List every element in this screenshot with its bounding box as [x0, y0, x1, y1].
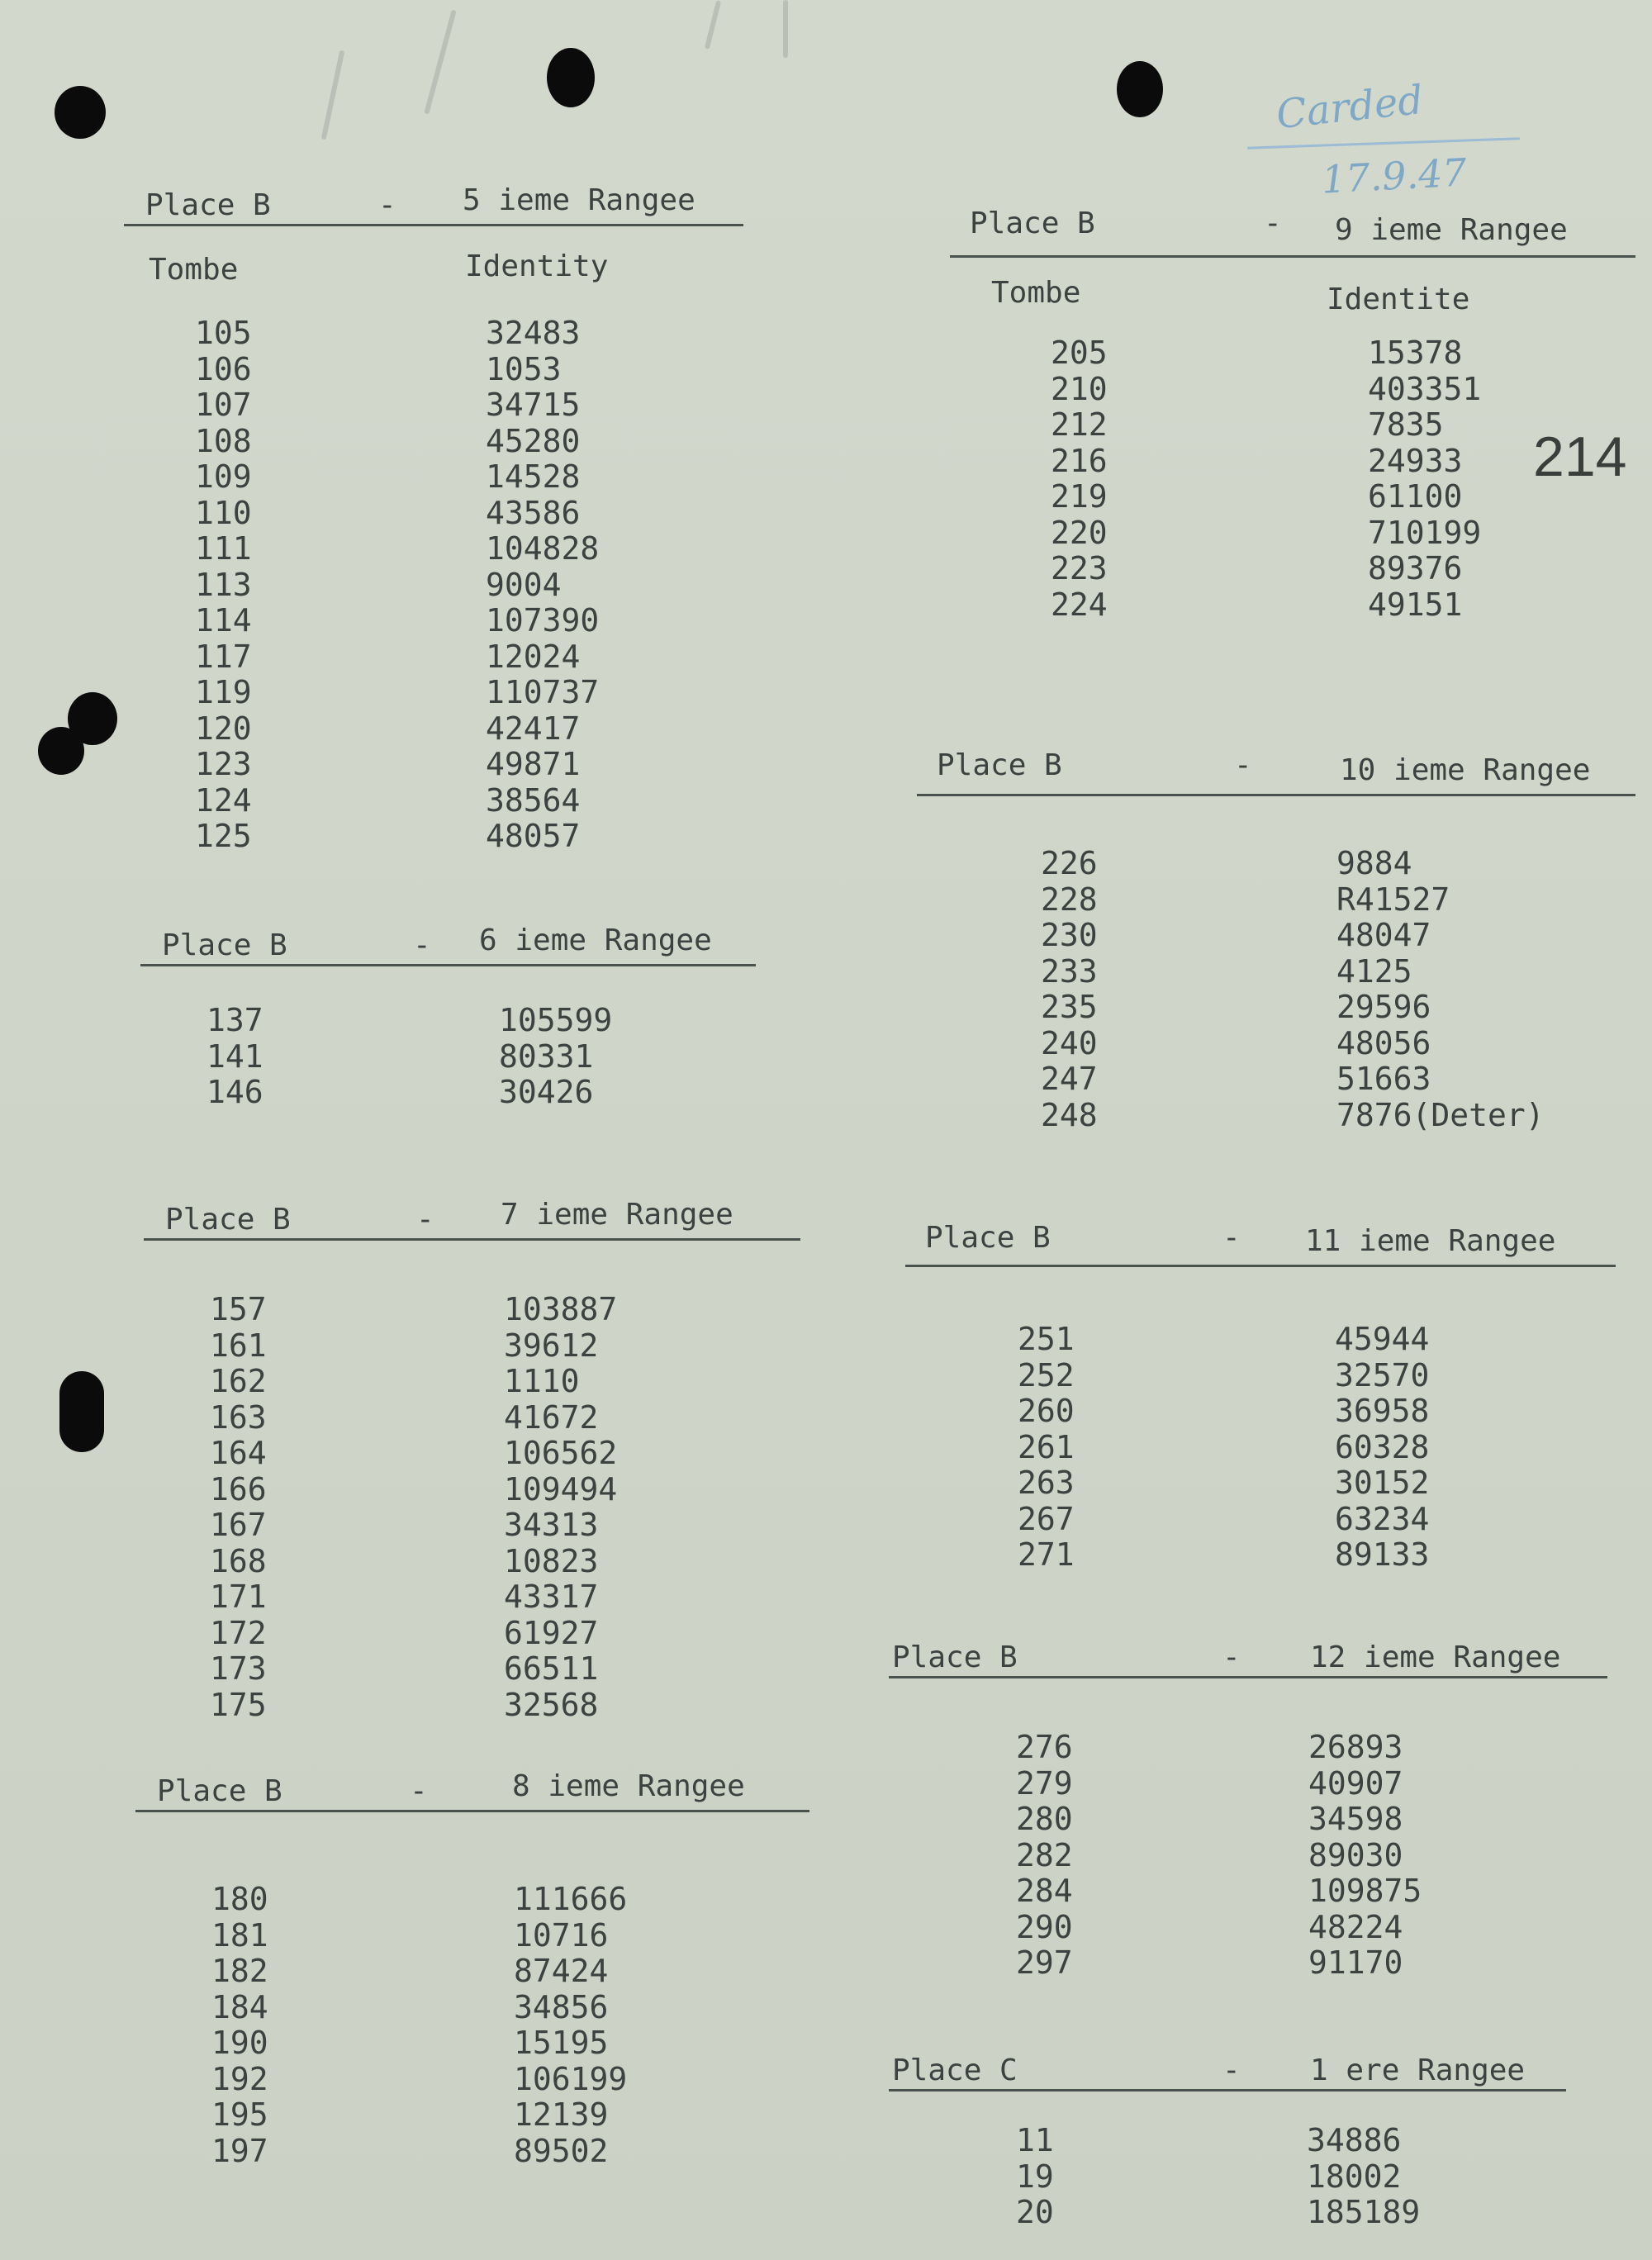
tombe-number: 220	[1051, 514, 1108, 551]
tombe-number: 123	[195, 746, 252, 782]
tombe-number: 125	[195, 818, 252, 854]
identity-number: 26893	[1308, 1729, 1403, 1765]
tombe-number: 235	[1041, 989, 1098, 1025]
tombe-number: 166	[210, 1470, 267, 1507]
table-row	[905, 1537, 1616, 1574]
identity-number: 34715	[486, 387, 581, 423]
identity-number: 111666	[514, 1881, 628, 1917]
tombe-number: 117	[195, 638, 252, 675]
tombe-number: 248	[1041, 1096, 1098, 1133]
table-row	[144, 1364, 800, 1400]
table-row	[140, 1003, 756, 1039]
table-row	[140, 1039, 756, 1075]
identity-number: 106562	[504, 1435, 618, 1471]
table-row	[144, 1292, 800, 1328]
table-row	[917, 990, 1635, 1026]
tombe-number: 173	[210, 1650, 267, 1687]
identity-number: 80331	[499, 1037, 594, 1075]
table-row	[135, 1990, 809, 2026]
rangee-label: 9 ieme Rangee	[1335, 213, 1568, 247]
tombe-number: 172	[210, 1614, 267, 1651]
table-row	[950, 587, 1635, 624]
identity-number: 45944	[1335, 1321, 1430, 1357]
column-headers	[950, 246, 1635, 319]
tombe-number: 168	[210, 1542, 267, 1579]
identity-number: 1053	[486, 350, 562, 387]
identity-number: 48047	[1336, 917, 1431, 953]
identity-number: 30152	[1335, 1465, 1430, 1501]
identity-number: 48057	[486, 818, 581, 854]
rangee-label: 8 ieme Rangee	[512, 1769, 745, 1803]
tombe-number: 280	[1016, 1801, 1073, 1837]
identity-number: 110737	[486, 674, 600, 710]
tombe-number: 175	[210, 1686, 267, 1723]
identity-number: 403351	[1368, 370, 1482, 407]
table-row	[950, 335, 1635, 372]
tombe-number: 284	[1016, 1873, 1073, 1909]
dash-separator: -	[1264, 207, 1282, 240]
table-row	[144, 1544, 800, 1580]
table-row	[124, 639, 743, 676]
section-header	[140, 923, 756, 968]
tombe-number: 119	[195, 674, 252, 710]
identity-number: 106199	[514, 2060, 628, 2097]
identity-number: 61927	[504, 1614, 599, 1651]
identity-number: 10823	[504, 1542, 599, 1579]
grave-list	[140, 1003, 756, 1111]
tombe-number: 226	[1041, 845, 1098, 881]
dash-separator: -	[1222, 1221, 1241, 1255]
identity-number: 9884	[1336, 845, 1412, 881]
table-row	[950, 551, 1635, 587]
tombe-number: 216	[1051, 442, 1108, 479]
punch-hole	[547, 48, 595, 107]
identity-number: 185189	[1307, 2194, 1421, 2230]
table-row	[124, 352, 743, 388]
section-header	[889, 2049, 1566, 2093]
identity-number: 4125	[1336, 952, 1412, 990]
tombe-number: 192	[211, 2060, 268, 2097]
table-row	[917, 1098, 1635, 1134]
tombe-number: 279	[1016, 1764, 1073, 1802]
table-row	[144, 1328, 800, 1365]
col-identity: Identity	[465, 249, 609, 283]
tombe-number: 106	[195, 350, 252, 387]
identity-number: 60328	[1335, 1428, 1430, 1465]
identity-number: 61100	[1368, 478, 1463, 515]
identity-number: 89376	[1368, 550, 1463, 586]
identity-number: 103887	[504, 1291, 618, 1327]
section-place-b-rangee-10	[917, 743, 1635, 1133]
identity-number: 40907	[1308, 1764, 1403, 1802]
identity-number: 43317	[504, 1579, 599, 1615]
place-label: Place C	[892, 2053, 1018, 2087]
table-row	[905, 1465, 1616, 1502]
header-underline	[917, 794, 1635, 796]
table-row	[917, 846, 1635, 882]
tombe-number: 219	[1051, 478, 1108, 515]
table-row	[124, 387, 743, 424]
identity-number: 63234	[1335, 1500, 1430, 1537]
rangee-label: 1 ere Rangee	[1310, 2053, 1526, 2087]
table-row	[905, 1502, 1616, 1538]
tombe-number: 110	[195, 494, 252, 531]
tombe-number: 260	[1018, 1393, 1075, 1429]
table-row	[140, 1075, 756, 1111]
pencil-mark	[705, 0, 721, 50]
identity-number: 710199	[1368, 514, 1482, 551]
identity-number: 49151	[1368, 586, 1463, 623]
identity-number: 1110	[504, 1363, 580, 1399]
identity-number: 15378	[1368, 335, 1463, 371]
table-row	[124, 496, 743, 532]
grave-list	[917, 846, 1635, 1133]
table-row	[124, 567, 743, 604]
identity-number: 45280	[486, 422, 581, 459]
tombe-number: 190	[211, 2025, 268, 2061]
identity-number: 109875	[1308, 1873, 1422, 1909]
identity-number: 104828	[486, 530, 600, 567]
stamp-underline	[1247, 137, 1520, 150]
table-row	[135, 1954, 809, 1990]
table-row	[917, 1026, 1635, 1062]
table-row	[144, 1400, 800, 1436]
identity-number: 30426	[499, 1074, 594, 1110]
tombe-number: 228	[1041, 881, 1098, 918]
table-row	[124, 603, 743, 639]
place-label: Place B	[970, 207, 1095, 240]
dash-separator: -	[378, 188, 396, 222]
rangee-label: 6 ieme Rangee	[479, 923, 712, 957]
tombe-number: 263	[1018, 1465, 1075, 1501]
table-row	[889, 1838, 1607, 1874]
section-header	[950, 202, 1635, 246]
identity-number: 34313	[504, 1507, 599, 1543]
table-row	[889, 1945, 1607, 1982]
tombe-number: 180	[211, 1881, 268, 1917]
tombe-number: 113	[195, 566, 252, 603]
identity-number: 87424	[514, 1953, 609, 1989]
grave-list	[144, 1292, 800, 1723]
table-row	[124, 424, 743, 460]
tombe-number: 146	[206, 1074, 263, 1110]
place-label: Place B	[157, 1774, 282, 1808]
rangee-label: 12 ieme Rangee	[1310, 1640, 1561, 1674]
place-label: Place B	[937, 748, 1062, 782]
section-place-b-rangee-7	[144, 1198, 800, 1723]
tombe-number: 230	[1041, 917, 1098, 953]
table-row	[905, 1358, 1616, 1394]
tombe-number: 20	[1016, 2194, 1054, 2230]
rangee-label: 11 ieme Rangee	[1305, 1224, 1556, 1258]
tombe-number: 11	[1016, 2122, 1054, 2158]
stamp-date: 17.9.47	[1320, 150, 1468, 202]
section-place-b-rangee-5	[124, 183, 743, 855]
pencil-mark	[424, 9, 456, 114]
page-number: 214	[1533, 425, 1627, 488]
tombe-number: 111	[195, 530, 252, 567]
tombe-number: 182	[211, 1953, 268, 1989]
table-row	[124, 459, 743, 496]
table-row	[905, 1394, 1616, 1430]
punch-hole	[1117, 61, 1163, 117]
table-row	[889, 2195, 1566, 2231]
identity-number: 12024	[486, 638, 581, 675]
tombe-number: 171	[210, 1579, 267, 1615]
section-header	[135, 1769, 809, 1814]
rangee-label: 5 ieme Rangee	[463, 183, 695, 217]
tombe-number: 267	[1018, 1500, 1075, 1537]
identity-number: 24933	[1368, 442, 1463, 479]
tombe-number: 184	[211, 1988, 268, 2025]
section-place-b-rangee-6	[140, 923, 756, 1111]
table-row	[917, 1061, 1635, 1098]
table-row	[124, 819, 743, 855]
identity-number: 34598	[1308, 1801, 1403, 1837]
section-header	[905, 1216, 1616, 1261]
table-row	[950, 515, 1635, 552]
table-row	[889, 1730, 1607, 1766]
identity-number: 10716	[514, 1916, 609, 1954]
identity-number: 41672	[504, 1398, 599, 1436]
grave-list	[889, 1730, 1607, 1982]
tombe-number: 120	[195, 710, 252, 747]
col-identity: Identite	[1327, 282, 1470, 316]
dash-separator: -	[410, 1774, 428, 1808]
tombe-number: 233	[1041, 952, 1098, 990]
identity-number: 32483	[486, 315, 581, 351]
table-row	[135, 2134, 809, 2170]
grave-list	[889, 2123, 1566, 2231]
table-row	[135, 2025, 809, 2062]
section-place-b-rangee-11	[905, 1216, 1616, 1574]
punch-hole	[55, 86, 106, 139]
identity-number: R41527	[1336, 881, 1450, 918]
table-row	[905, 1322, 1616, 1358]
table-row	[144, 1688, 800, 1724]
table-row	[889, 1873, 1607, 1910]
table-row	[135, 2062, 809, 2098]
tombe-number: 108	[195, 422, 252, 459]
table-row	[889, 1910, 1607, 1946]
tombe-number: 252	[1018, 1356, 1075, 1394]
tombe-number: 107	[195, 387, 252, 423]
col-tombe: Tombe	[149, 253, 239, 287]
tombe-number: 212	[1051, 406, 1108, 443]
identity-number: 105599	[499, 1002, 613, 1038]
identity-number: 7835	[1368, 406, 1444, 443]
identity-number: 36958	[1335, 1393, 1430, 1429]
tombe-number: 105	[195, 315, 252, 351]
header-underline	[889, 1676, 1607, 1678]
table-row	[124, 747, 743, 783]
table-row	[144, 1616, 800, 1652]
punch-hole	[59, 1371, 104, 1452]
table-row	[917, 954, 1635, 990]
table-row	[144, 1472, 800, 1508]
tombe-number: 261	[1018, 1428, 1075, 1465]
tombe-number: 205	[1051, 335, 1108, 371]
dash-separator: -	[1222, 2053, 1241, 2087]
tombe-number: 19	[1016, 2158, 1054, 2195]
table-row	[135, 2097, 809, 2134]
table-row	[917, 882, 1635, 919]
tombe-number: 161	[210, 1327, 267, 1364]
identity-number: 42417	[486, 710, 581, 747]
tombe-number: 137	[206, 1002, 263, 1038]
identity-number: 89030	[1308, 1836, 1403, 1873]
table-row	[135, 1882, 809, 1918]
identity-number: 51663	[1336, 1061, 1431, 1097]
table-row	[950, 407, 1635, 444]
tombe-number: 163	[210, 1398, 267, 1436]
table-row	[950, 444, 1635, 480]
identity-number: 12139	[514, 2096, 609, 2133]
tombe-number: 271	[1018, 1536, 1075, 1573]
identity-number: 48056	[1336, 1024, 1431, 1061]
tombe-number: 276	[1016, 1729, 1073, 1765]
tombe-number: 297	[1016, 1944, 1073, 1981]
table-row	[905, 1430, 1616, 1466]
header-underline	[905, 1265, 1616, 1267]
place-label: Place B	[892, 1640, 1018, 1674]
tombe-number: 162	[210, 1363, 267, 1399]
place-label: Place B	[162, 928, 287, 962]
header-underline	[889, 2089, 1566, 2091]
table-row	[135, 1918, 809, 1954]
column-headers	[124, 228, 743, 307]
grave-list	[135, 1882, 809, 2169]
tombe-number: 195	[211, 2096, 268, 2133]
table-row	[124, 675, 743, 711]
identity-number: 14528	[486, 458, 581, 495]
table-row	[889, 1802, 1607, 1838]
identity-number: 43586	[486, 494, 581, 531]
identity-number: 34856	[514, 1988, 609, 2025]
section-place-b-rangee-12	[889, 1636, 1607, 1982]
grave-list	[950, 335, 1635, 623]
header-underline	[144, 1238, 800, 1241]
table-row	[124, 316, 743, 352]
dash-separator: -	[416, 1203, 434, 1237]
carded-stamp: Carded	[1274, 76, 1426, 139]
tombe-number: 141	[206, 1037, 263, 1075]
header-underline	[135, 1810, 809, 1812]
identity-number: 18002	[1307, 2158, 1402, 2195]
identity-number: 109494	[504, 1470, 618, 1507]
table-row	[144, 1651, 800, 1688]
table-row	[124, 711, 743, 748]
table-row	[889, 2159, 1566, 2196]
rangee-label: 10 ieme Rangee	[1340, 753, 1591, 787]
identity-number: 91170	[1308, 1944, 1403, 1981]
header-underline	[140, 964, 756, 966]
identity-number: 38564	[486, 781, 581, 819]
table-row	[124, 531, 743, 567]
identity-number: 89133	[1335, 1536, 1430, 1573]
pencil-mark	[321, 50, 345, 140]
table-row	[917, 918, 1635, 954]
identity-number: 89502	[514, 2132, 609, 2169]
tombe-number: 181	[211, 1916, 268, 1954]
table-row	[950, 479, 1635, 515]
identity-number: 49871	[486, 746, 581, 782]
identity-number: 15195	[514, 2025, 609, 2061]
place-label: Place B	[145, 188, 271, 222]
tombe-number: 157	[210, 1291, 267, 1327]
rangee-label: 7 ieme Rangee	[501, 1198, 733, 1232]
table-row	[889, 2123, 1566, 2159]
dash-separator: -	[1222, 1640, 1241, 1674]
tombe-number: 109	[195, 458, 252, 495]
identity-number: 39612	[504, 1327, 599, 1364]
grave-list	[905, 1322, 1616, 1574]
tombe-number: 224	[1051, 586, 1108, 623]
table-row	[144, 1436, 800, 1472]
tombe-number: 223	[1051, 550, 1108, 586]
identity-number: 48224	[1308, 1908, 1403, 1945]
identity-number: 34886	[1307, 2122, 1402, 2158]
grave-list	[124, 316, 743, 855]
tombe-number: 164	[210, 1435, 267, 1471]
tombe-number: 197	[211, 2132, 268, 2169]
identity-number: 32568	[504, 1686, 599, 1723]
section-place-c-rangee-1	[889, 2049, 1566, 2231]
place-label: Place B	[165, 1203, 291, 1237]
table-row	[144, 1507, 800, 1544]
section-header	[144, 1198, 800, 1242]
section-header	[124, 183, 743, 228]
identity-number: 7876(Deter)	[1336, 1096, 1545, 1133]
col-tombe: Tombe	[991, 276, 1081, 310]
tombe-number: 282	[1016, 1836, 1073, 1873]
identity-number: 9004	[486, 566, 562, 603]
tombe-number: 240	[1041, 1024, 1098, 1061]
table-row	[889, 1766, 1607, 1802]
pencil-mark	[783, 0, 788, 58]
tombe-number: 290	[1016, 1908, 1073, 1945]
tombe-number: 167	[210, 1507, 267, 1543]
table-row	[950, 372, 1635, 408]
identity-number: 32570	[1335, 1356, 1430, 1394]
tombe-number: 210	[1051, 370, 1108, 407]
dash-separator: -	[1234, 748, 1252, 782]
table-row	[144, 1579, 800, 1616]
identity-number: 107390	[486, 602, 600, 639]
identity-number: 29596	[1336, 989, 1431, 1025]
section-header	[917, 743, 1635, 788]
section-header	[889, 1636, 1607, 1680]
section-place-b-rangee-8	[135, 1769, 809, 2169]
punch-hole	[38, 727, 84, 775]
place-label: Place B	[925, 1221, 1051, 1255]
tombe-number: 247	[1041, 1061, 1098, 1097]
tombe-number: 251	[1018, 1321, 1075, 1357]
section-place-b-rangee-9	[950, 202, 1635, 623]
dash-separator: -	[413, 928, 431, 962]
identity-number: 66511	[504, 1650, 599, 1687]
tombe-number: 124	[195, 781, 252, 819]
table-row	[124, 783, 743, 819]
header-underline	[124, 224, 743, 226]
tombe-number: 114	[195, 602, 252, 639]
